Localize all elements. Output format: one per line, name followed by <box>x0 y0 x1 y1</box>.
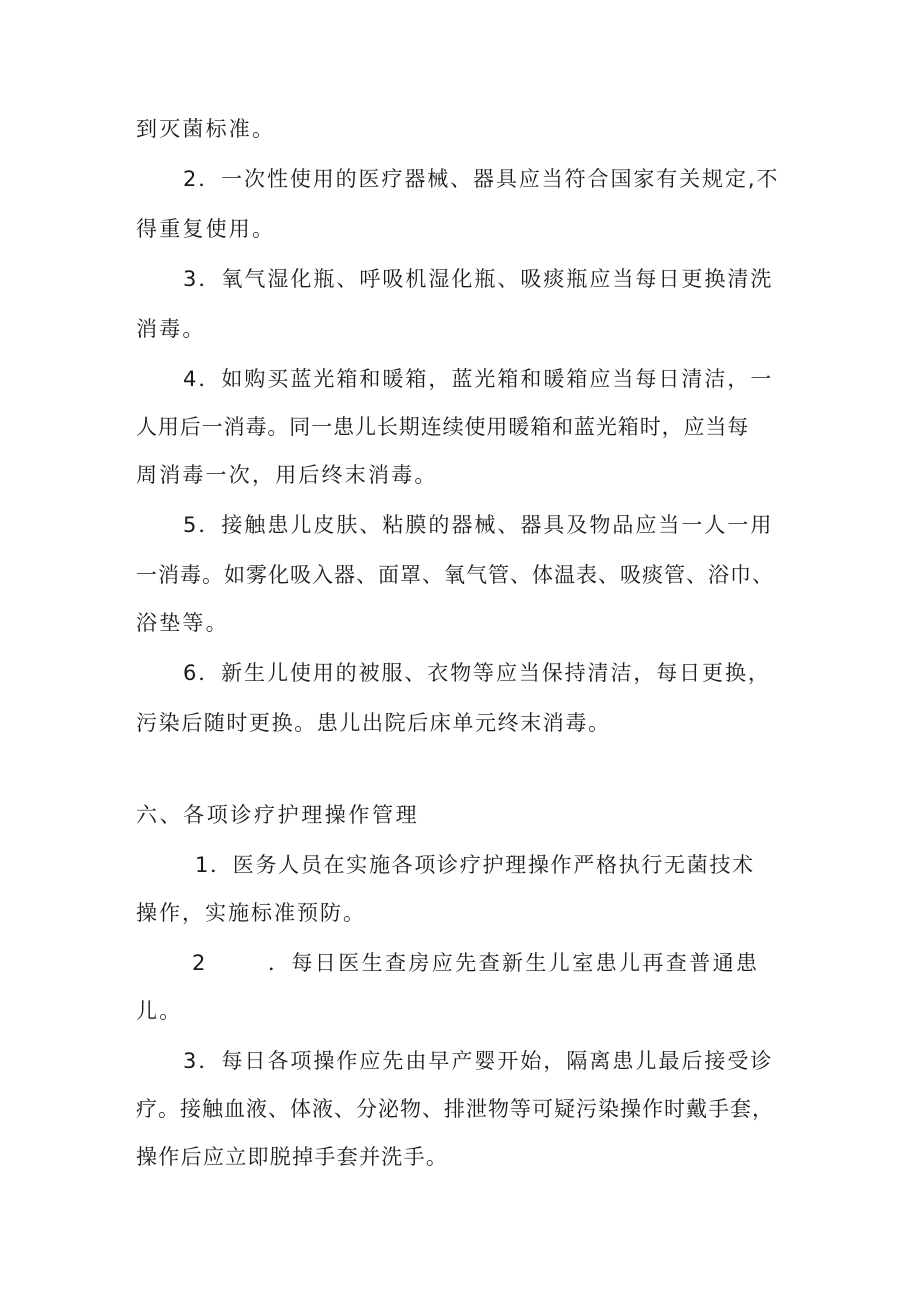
text-line: 2．一次性使用的医疗器械、器具应当符合国家有关规定,不 <box>183 167 780 191</box>
text-line: 3．每日各项操作应先由早产婴开始，隔离患儿最后接受诊 <box>183 1049 774 1073</box>
text-line: 6．新生儿使用的被服、衣物等应当保持清洁，每日更换， <box>183 661 771 685</box>
text-line: 到灭菌标准。 <box>136 117 276 141</box>
text-line: 5．接触患儿皮肤、粘膜的器械、器具及物品应当一人一用 <box>183 513 774 537</box>
text-line: 操作，实施标准预防。 <box>136 901 366 925</box>
text-line: 得重复使用。 <box>136 217 276 241</box>
text-line: 儿。 <box>136 999 183 1023</box>
text-line: 1．医务人员在实施各项诊疗护理操作严格执行无菌技术 <box>195 853 755 877</box>
text-line: 一消毒。如雾化吸入器、面罩、氧气管、体温表、吸痰管、浴巾、 <box>136 563 774 587</box>
text-line: 人用后一消毒。同一患儿长期连续使用暖箱和蓝光箱时，应当每 <box>136 415 750 439</box>
text-line: 周消毒一次，用后终末消毒。 <box>136 463 438 487</box>
text-line: 4．如购买蓝光箱和暖箱，蓝光箱和暖箱应当每日清洁，一 <box>183 367 774 391</box>
text-line: 污染后随时更换。患儿出院后床单元终末消毒。 <box>136 711 611 735</box>
text-line: ．每日医生查房应先查新生儿室患儿再查普通患 <box>268 951 760 975</box>
text-line: 操作后应立即脱掉手套并洗手。 <box>136 1145 449 1169</box>
text-line: 疗。接触血液、体液、分泌物、排泄物等可疑污染操作时戴手套， <box>136 1097 774 1121</box>
text-line: 浴垫等。 <box>136 611 229 635</box>
text-line: 3．氧气湿化瓶、呼吸机湿化瓶、吸痰瓶应当每日更换清洗 <box>183 267 774 291</box>
section-heading: 六、各项诊疗护理操作管理 <box>136 803 420 827</box>
text-line: 消毒。 <box>136 317 206 341</box>
item-number: 2 <box>192 951 208 975</box>
